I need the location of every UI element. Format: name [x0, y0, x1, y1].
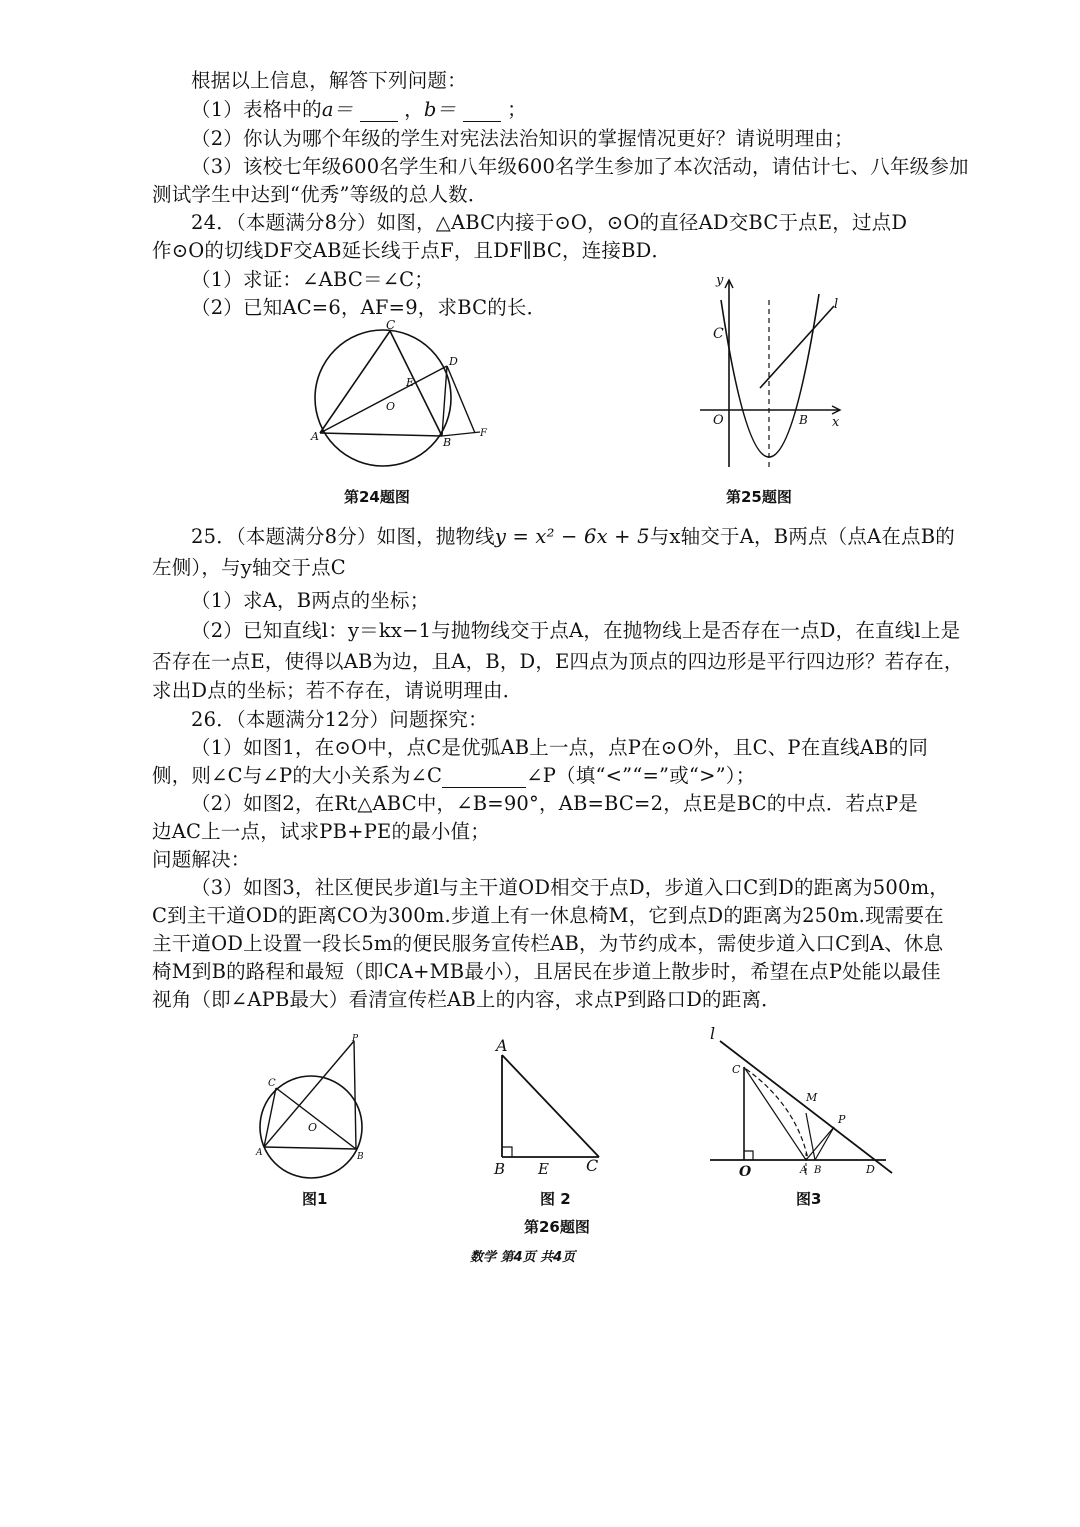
label-b: B [443, 436, 452, 449]
q24-part2: （2）已知AC=6，AF=9，求BC的长． [191, 296, 547, 319]
q25-stem-line2: 左侧），与y轴交于点C [152, 556, 346, 579]
q26-part1-line1: （1）如图1，在⊙O中，点C是优弧AB上一点，点P在⊙O外，且C、P在直线AB的同 [191, 736, 929, 759]
figure-26-1 [250, 1035, 380, 1175]
q26-part2-line1: （2）如图2，在Rt△ABC中，∠B=90°，AB=BC=2，点E是BC的中点．若点P是 [191, 792, 918, 815]
q24-stem-line1: 24．（本题满分8分）如图，△ABC内接于⊙O，⊙O的直径AD交BC于点E，过点D [191, 211, 908, 234]
q25-part2-line3: 求出D点的坐标；若不存在，请说明理由． [152, 679, 523, 702]
q26-part3-line3: 主干道OD上设置一段长5m的便民服务宣传栏AB，为节约成本，需使步道入口C到A、休息 [152, 932, 944, 955]
q23-part2: （2）你认为哪个年级的学生对宪法法治知识的掌握情况更好？请说明理由； [191, 127, 854, 150]
q23-part1: （1）表格中的a＝ ，b＝ ； [191, 98, 527, 121]
label-a: A [800, 1165, 808, 1176]
q23-part3-line1: （3）该校七年级600名学生和八年级600名学生参加了本次活动，请估计七、八年级参加 [191, 155, 969, 178]
label-d: D [449, 355, 458, 368]
label-e: E [538, 1160, 549, 1178]
page-footer: 数学 第4页 共4页 [470, 1250, 576, 1265]
q23-part3-line2: 测试学生中达到“优秀”等级的总人数． [152, 183, 488, 206]
label-x: x [832, 415, 840, 430]
label-c: C [713, 326, 724, 342]
segment-ac [320, 331, 390, 433]
intro-text: 根据以上信息，解答下列问题： [191, 69, 467, 92]
label-l: l [710, 1024, 716, 1043]
segment-mb [806, 1113, 815, 1160]
q25-stem-line1: 25．（本题满分8分）如图，抛物线y = x² − 6x + 5与x轴交于A，B两点（点A在点B的 [191, 525, 955, 548]
q26-solve-heading: 问题解决： [152, 848, 251, 871]
q24-stem-line2: 作⊙O的切线DF交AB延长线于点F，且DF∥BC，连接BD． [152, 239, 672, 262]
label-o: O [386, 400, 396, 413]
circle-o [315, 330, 451, 466]
label-a: A [496, 1036, 508, 1055]
diameter-ad [320, 366, 447, 433]
q26-stem: 26．（本题满分12分）问题探究： [191, 708, 488, 731]
segment-ca [744, 1067, 806, 1160]
q25-part1: （1）求A，B两点的坐标； [191, 589, 430, 612]
right-angle-mark [502, 1147, 512, 1157]
label-c: C [732, 1063, 741, 1076]
figure-24 [300, 318, 500, 478]
auxiliary-arc [746, 1069, 808, 1159]
q25-part2-line1: （2）已知直线l：y＝kx−1与抛物线交于点A，在抛物线上是否存在一点D，在直线l上是 [191, 619, 961, 642]
label-b: B [799, 413, 808, 427]
q26-part3-line5: 视角（即∠APB最大）看清宣传栏AB上的内容，求点P到路口D的距离． [152, 988, 781, 1011]
answer-blank-b[interactable] [463, 103, 501, 122]
parabola-equation: y = x² − 6x + 5 [494, 525, 650, 548]
label-l: l [834, 297, 839, 312]
segment-ab [264, 1147, 356, 1149]
label-m: M [806, 1091, 818, 1104]
segment-pb [354, 1041, 356, 1149]
answer-blank-angle[interactable] [442, 769, 526, 788]
segment-pb [815, 1127, 834, 1160]
label-y: y [716, 273, 724, 288]
figure-26-3 [706, 1025, 896, 1180]
label-a: A [311, 430, 319, 443]
q25-part2-line2: 否存在一点E，使得以AB为边，且A，B，D，E四点为顶点的四边形是平行四边形？若存在， [152, 650, 964, 673]
answer-blank-a[interactable] [360, 103, 398, 122]
label-f: F [480, 428, 487, 439]
caption-fig2: 图 2 [540, 1190, 571, 1208]
label-b: B [814, 1165, 822, 1176]
label-c: C [386, 318, 396, 332]
label-d: D [866, 1163, 875, 1176]
caption-fig26: 第26题图 [524, 1218, 590, 1236]
caption-fig3: 图3 [796, 1190, 822, 1208]
label-a: A [256, 1148, 263, 1158]
q26-part3-line2: C到主干道OD的距离CO为300m.步道上有一休息椅M，它到点D的距离为250m.现需要在 [152, 904, 944, 927]
label-b: B [494, 1160, 506, 1178]
label-o: O [739, 1164, 752, 1180]
q26-part1-line2: 侧，则∠C与∠P的大小关系为∠C ∠P（填“<”“=”或“>”）； [152, 764, 756, 787]
parabola [721, 294, 819, 457]
label-o: O [308, 1121, 318, 1134]
q26-part3-line4: 椅M到B的路程和最短（即CA+MB最小），且居民在步道上散步时，希望在点P处能以最佳 [152, 960, 941, 983]
segment-ab [320, 433, 442, 436]
label-e: E [406, 376, 415, 389]
right-angle-mark [744, 1151, 753, 1160]
label-p: P [838, 1113, 846, 1126]
caption-fig25: 第25题图 [726, 488, 792, 506]
q24-part1: （1）求证：∠ABC＝∠C； [191, 268, 434, 291]
q26-part2-line2: 边AC上一点，试求PB+PE的最小值； [152, 820, 490, 843]
q26-part3-line1: （3）如图3，社区便民步道l与主干道OD相交于点D，步道入口C到D的距离为500m， [191, 876, 949, 899]
label-o: O [713, 413, 724, 428]
label-c: C [586, 1156, 599, 1175]
label-c: C [268, 1078, 276, 1089]
line-l [760, 306, 834, 388]
figure-25 [698, 272, 858, 472]
segment-bc [390, 331, 442, 436]
label-b: B [357, 1152, 364, 1162]
caption-fig24: 第24题图 [344, 488, 410, 506]
label-p: P [352, 1034, 359, 1044]
segment-ac [502, 1055, 599, 1157]
figure-26-2 [488, 1035, 618, 1180]
caption-fig1: 图1 [302, 1190, 328, 1208]
